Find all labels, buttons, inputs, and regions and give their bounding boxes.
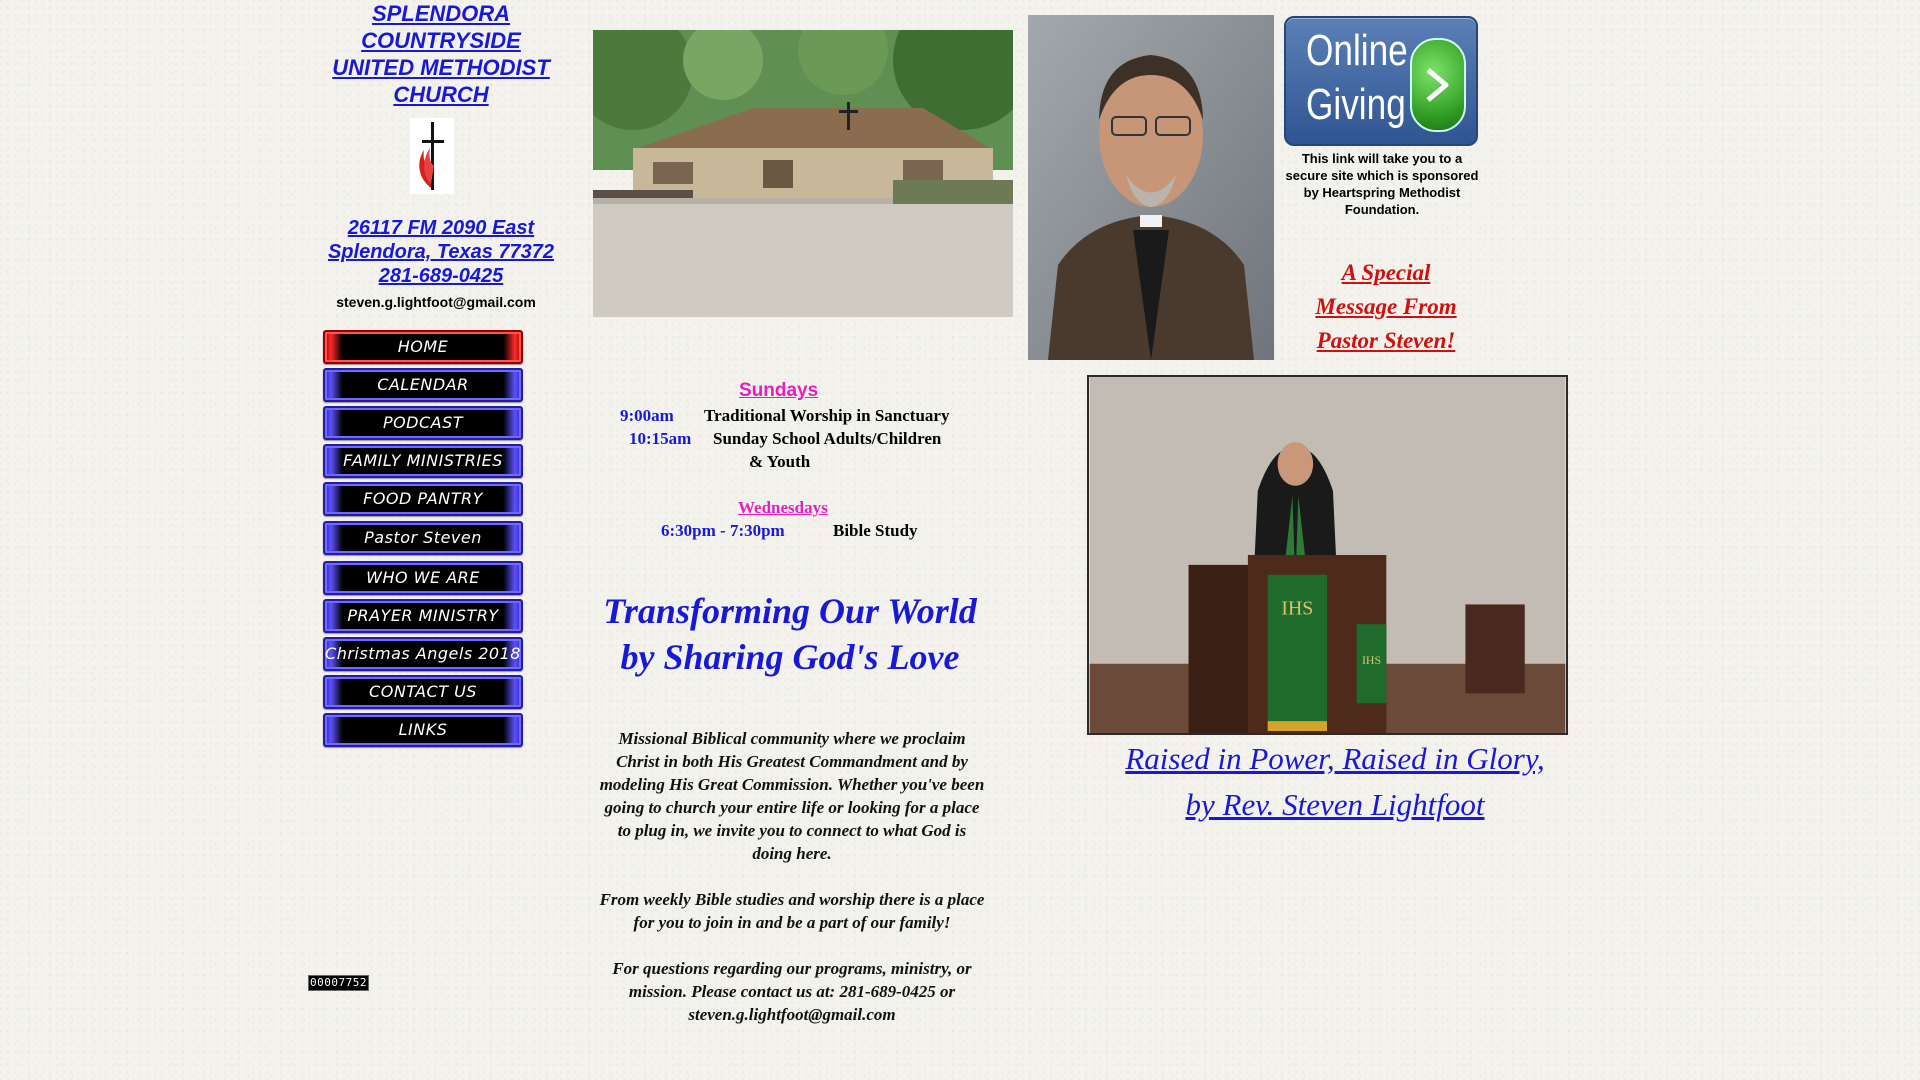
- nav-links-button[interactable]: LINKS: [323, 713, 523, 747]
- special-message-link[interactable]: [1290, 256, 1482, 358]
- tagline-line-2: by Sharing God's Love: [620, 637, 960, 677]
- church-name-link[interactable]: [318, 0, 564, 108]
- church-email: steven.g.lightfoot@gmail.com: [336, 294, 536, 310]
- sermon-title-link[interactable]: [1090, 736, 1580, 828]
- nav-who-we-are-button[interactable]: WHO WE ARE: [323, 561, 523, 595]
- contact-paragraph: For questions regarding our programs, ministry, or mission. Please contact us at: 281-689-0425 or steven.g.lightfoot@gmail.com: [612, 959, 972, 1024]
- address-street[interactable]: 26117 FM 2090 East: [347, 217, 535, 239]
- sunday-item-2b: & Youth: [749, 452, 811, 471]
- cross-and-flame-logo: [410, 118, 454, 194]
- sermon-video-player[interactable]: [1087, 375, 1568, 735]
- nav-christmas-angels-button[interactable]: Christmas Angels 2018: [323, 637, 523, 671]
- sunday-item-1: Traditional Worship in Sanctuary: [704, 406, 950, 425]
- church-name-line: UNITED METHODIST: [332, 55, 550, 80]
- stole-monogram-small: IHS: [1361, 652, 1382, 667]
- stole-monogram: IHS: [1281, 597, 1314, 620]
- church-address[interactable]: [300, 216, 582, 288]
- online-giving-line: Online: [1306, 26, 1408, 75]
- church-name-line: CHURCH: [393, 82, 489, 107]
- nav-contact-us-button[interactable]: CONTACT US: [323, 675, 523, 709]
- sunday-time-2: 10:15am: [629, 429, 692, 448]
- special-message-line: Pastor Steven!: [1316, 328, 1456, 353]
- arrow-right-glyph: [1412, 40, 1464, 130]
- hit-counter[interactable]: 00007752: [308, 975, 369, 991]
- pastor-portrait-photo: [1028, 15, 1274, 360]
- nav-home-button[interactable]: HOME: [323, 330, 523, 364]
- family-paragraph: From weekly Bible studies and worship there is a place for you to join in and be a part of our family!: [599, 890, 985, 932]
- sunday-time-1: 9:00am: [620, 406, 674, 425]
- nav-prayer-ministry-button[interactable]: PRAYER MINISTRY: [323, 599, 523, 633]
- tagline-line-1: Transforming Our World: [603, 591, 977, 631]
- online-giving-label: [1306, 24, 1408, 132]
- church-name-line: SPLENDORA: [371, 1, 511, 26]
- sundays-heading: Sundays: [739, 380, 819, 401]
- wednesday-item: Bible Study: [833, 521, 918, 540]
- sermon-title-line-1: Raised in Power, Raised in Glory,: [1125, 741, 1545, 776]
- wednesdays-heading: Wednesdays: [738, 498, 828, 517]
- arrow-right-icon: [1410, 38, 1466, 132]
- address-phone[interactable]: 281-689-0425: [378, 265, 504, 287]
- tagline: [560, 588, 1020, 680]
- nav-family-ministries-button[interactable]: FAMILY MINISTRIES: [323, 444, 523, 478]
- special-message-line: A Special: [1341, 260, 1431, 285]
- sunday-item-2: Sunday School Adults/Children: [713, 429, 942, 448]
- church-building-photo: [593, 30, 1013, 317]
- sermon-title-line-2: by Rev. Steven Lightfoot: [1185, 787, 1485, 822]
- mission-paragraph: Missional Biblical community where we proclaim Christ in both His Greatest Commandment and by modeling His Great Commission. Whether you've been going to church your entire life or looking for a place to plug in, we invite you to connect to what God is doing here.: [599, 729, 985, 863]
- nav-podcast-button[interactable]: PODCAST: [323, 406, 523, 440]
- church-name-line: COUNTRYSIDE: [361, 28, 521, 53]
- nav-food-pantry-button[interactable]: FOOD PANTRY: [323, 482, 523, 516]
- nav-pastor-steven-button[interactable]: Pastor Steven: [323, 521, 523, 555]
- address-city[interactable]: Splendora, Texas 77372: [327, 241, 555, 263]
- nav-calendar-button[interactable]: CALENDAR: [323, 368, 523, 402]
- wednesday-time: 6:30pm - 7:30pm: [661, 521, 785, 540]
- giving-note: This link will take you to a secure site which is sponsored by Heartspring Methodist Foundation.: [1285, 151, 1479, 217]
- special-message-line: Message From: [1315, 294, 1457, 319]
- online-giving-line: Giving: [1306, 80, 1406, 129]
- online-giving-button[interactable]: [1284, 16, 1478, 146]
